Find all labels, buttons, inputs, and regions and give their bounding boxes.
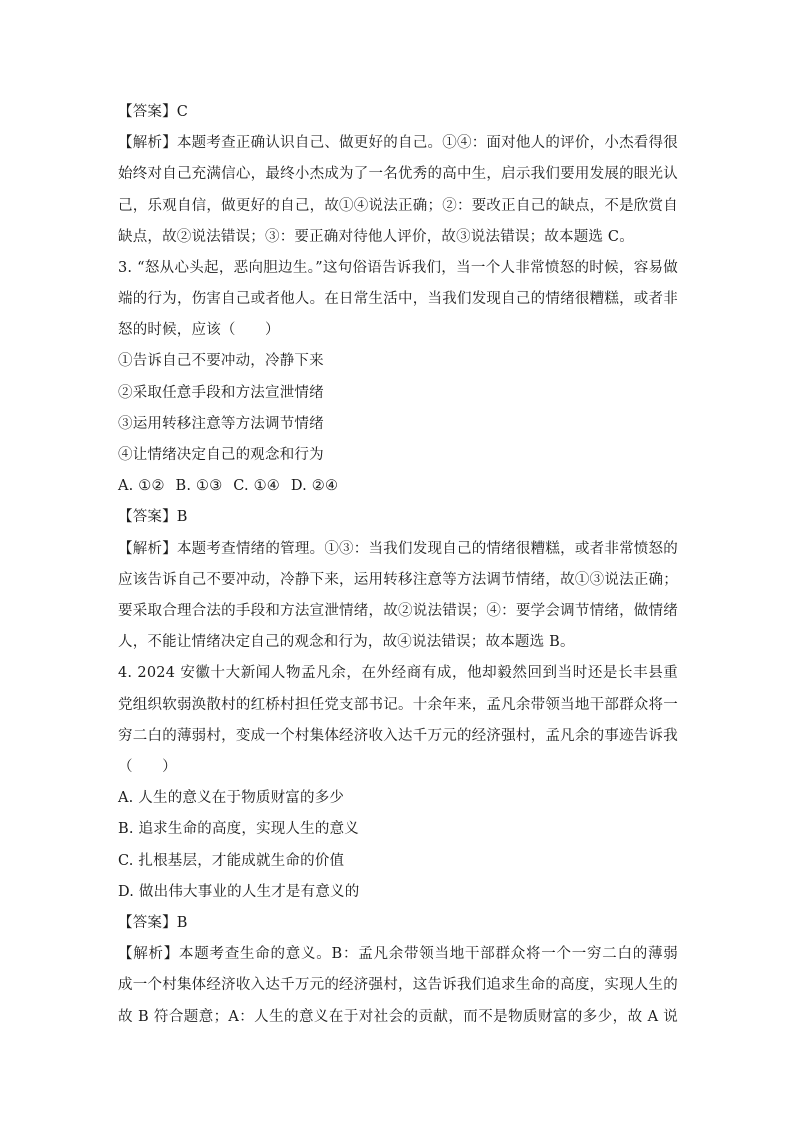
- q3-item: ③运用转移注意等方法调节情绪: [118, 416, 324, 432]
- q3-analysis-line: 人，不能让情绪决定自己的观念和行为，故④说法错误；故本题选 B。: [118, 634, 575, 650]
- q3-analysis-line: 应该告诉自己不要冲动，冷静下来，运用转移注意等方法调节情绪，故①③说法正确；: [118, 572, 678, 588]
- q2-analysis-line: 【解析】本题考查正确认识自己、做更好的自己。①④：面对他人的评价，小杰看得很: [118, 135, 678, 151]
- q3-option-b: B. ①③: [175, 478, 223, 494]
- q4-analysis-line: 成一个村集体经济收入达千万元的经济强村，这告诉我们追求生命的高度，实现人生的: [118, 977, 678, 993]
- q4-stem-line: （ ）: [118, 759, 177, 775]
- q3-analysis-line: 【解析】本题考查情绪的管理。①③：当我们发现自己的情绪很糟糕，或者非常愤怒的: [118, 541, 678, 557]
- q3-option-c: C. ①④: [233, 478, 280, 494]
- q2-analysis-line: 始终对自己充满信心，最终小杰成为了一名优秀的高中生，启示我们要用发展的眼光认: [118, 166, 678, 182]
- q4-stem-line: 4. 2024 安徽十大新闻人物孟凡余，在外经商有成，他却毅然回到当时还是长丰县重: [118, 665, 678, 681]
- q4-stem-line: 穷二白的薄弱村，变成一个村集体经济收入达千万元的经济强村，孟凡余的事迹告诉我: [118, 728, 678, 744]
- q3-stem-line: 3. “怒从心头起，恶向胆边生。”这句俗语告诉我们，当一个人非常愤怒的时候，容易做: [118, 260, 678, 276]
- q3-item: ①告诉自己不要冲动，冷静下来: [118, 353, 324, 369]
- q3-stem-line: 怒的时候，应该（ ）: [118, 322, 280, 338]
- q4-analysis-line: 【解析】本题考查生命的意义。B：孟凡余带领当地干部群众将一个一穷二白的薄弱: [118, 946, 678, 962]
- q2-analysis-line: 缺点，故②说法错误；③：要正确对待他人评价，故③说法错误；故本题选 C。: [118, 229, 634, 245]
- q4-analysis-line: 故 B 符合题意；A：人生的意义在于对社会的贡献，而不是物质财富的多少，故 A 说: [118, 1009, 678, 1025]
- q3-analysis-line: 要采取合理合法的手段和方法宣泄情绪，故②说法错误；④：要学会调节情绪，做情绪: [118, 603, 678, 619]
- q3-option-a: A. ①②: [118, 478, 165, 494]
- q3-options: [118, 476, 678, 496]
- q3-item: ④让情绪决定自己的观念和行为: [118, 447, 324, 463]
- q4-option-c: C. 扎根基层，才能成就生命的价值: [118, 853, 345, 869]
- q4-answer: 【答案】B: [118, 915, 188, 931]
- q2-analysis-line: 己，乐观自信，做更好的自己，故①④说法正确；②：要改正自己的缺点，不是欣赏自: [118, 198, 678, 214]
- q2-answer: 【答案】C: [118, 104, 189, 120]
- q4-stem-line: 党组织软弱涣散村的红桥村担任党支部书记。十余年来，孟凡余带领当地干部群众将一: [118, 697, 678, 713]
- q3-answer: 【答案】B: [118, 509, 188, 525]
- q3-option-d: D. ②④: [290, 478, 339, 494]
- q4-option-a: A. 人生的意义在于物质财富的多少: [118, 790, 345, 806]
- q3-stem-line: 端的行为，伤害自己或者他人。在日常生活中，当我们发现自己的情绪很糟糕，或者非: [118, 291, 678, 307]
- q3-item: ②采取任意手段和方法宣泄情绪: [118, 385, 324, 401]
- q4-option-d: D. 做出伟大事业的人生才是有意义的: [118, 884, 360, 900]
- q4-option-b: B. 追求生命的高度，实现人生的意义: [118, 821, 359, 837]
